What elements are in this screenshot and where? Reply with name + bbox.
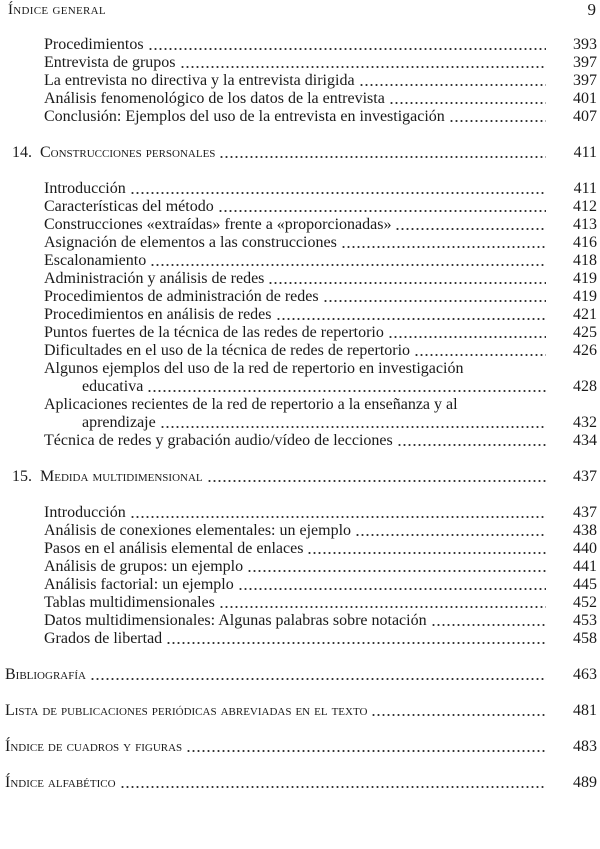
dot-leader — [147, 378, 546, 396]
entry-title: Lista de publicaciones periódicas abreviadas en el texto — [5, 702, 368, 719]
dot-leader — [186, 738, 546, 756]
entry-title: Análisis factorial: un ejemplo — [44, 576, 234, 593]
entry-page: 397 — [573, 72, 597, 89]
entry-page: 437 — [573, 504, 597, 521]
toc-entry — [0, 522, 600, 540]
entry-page: 432 — [573, 414, 597, 431]
toc-entry — [0, 198, 600, 216]
entry-page: 441 — [573, 558, 597, 575]
entry-page: 452 — [573, 594, 597, 611]
dot-leader — [449, 108, 546, 126]
entry-page: 411 — [573, 144, 597, 161]
entry-page: 421 — [573, 306, 597, 323]
toc-entry — [0, 252, 600, 270]
toc-entry — [0, 72, 600, 90]
dot-leader — [219, 144, 546, 162]
dot-leader — [414, 342, 546, 360]
entry-title: Dificultades en el uso de la técnica de redes de repertorio — [44, 342, 411, 359]
entry-title: Procedimientos en análisis de redes — [44, 306, 272, 323]
toc-entry — [0, 216, 600, 234]
dot-leader — [120, 774, 546, 792]
entry-page: 463 — [573, 666, 597, 683]
entry-title: Análisis de grupos: un ejemplo — [44, 558, 244, 575]
entry-page: 437 — [573, 468, 597, 485]
dot-leader — [395, 216, 546, 234]
entry-page: 438 — [573, 522, 597, 539]
toc-entry — [0, 504, 600, 522]
entry-title: Características del método — [44, 198, 214, 215]
entry-page: 434 — [573, 432, 597, 449]
page-number: 9 — [587, 0, 596, 19]
toc-backmatter-entry — [0, 702, 600, 720]
dot-leader — [431, 612, 546, 630]
dot-leader — [238, 576, 546, 594]
toc-entry — [0, 630, 600, 648]
toc-entry — [0, 306, 600, 324]
entry-page: 458 — [573, 630, 597, 647]
entry-page: 445 — [573, 576, 597, 593]
toc-entry — [0, 360, 600, 396]
entry-title: Pasos en el análisis elemental de enlaces — [44, 540, 304, 557]
dot-leader — [355, 522, 546, 540]
dot-leader — [150, 252, 546, 270]
toc-entry — [0, 324, 600, 342]
entry-page: 412 — [573, 198, 597, 215]
toc-entry — [0, 396, 600, 432]
entry-page: 428 — [573, 378, 597, 395]
dot-leader — [160, 414, 546, 432]
toc-entry — [0, 342, 600, 360]
dot-leader — [130, 180, 546, 198]
dot-leader — [397, 432, 546, 450]
entry-page: 483 — [573, 738, 597, 755]
entry-title-continuation: educativa — [82, 378, 144, 395]
toc-chapter-entry — [0, 144, 600, 162]
entry-title: Conclusión: Ejemplos del uso de la entrevista en investigación — [44, 108, 445, 125]
entry-title: Grados de libertad — [44, 630, 163, 647]
entry-page: 481 — [573, 702, 597, 719]
entry-title: Administración y análisis de redes — [44, 270, 265, 287]
entry-title: Entrevista de grupos — [44, 54, 176, 71]
dot-leader — [307, 540, 546, 558]
toc-backmatter-entry — [0, 774, 600, 792]
dot-leader — [148, 36, 546, 54]
entry-continuation — [44, 378, 600, 396]
dot-leader — [207, 468, 546, 486]
entry-title: Aplicaciones recientes de la red de repertorio a la enseñanza y al — [44, 396, 458, 413]
toc-backmatter-entry — [0, 738, 600, 756]
entry-title: Construcciones personales — [40, 144, 216, 161]
entry-title-continuation: aprendizaje — [82, 414, 156, 431]
toc-backmatter-entry — [0, 666, 600, 684]
entry-title: Procedimientos — [44, 36, 144, 53]
toc-entry — [0, 270, 600, 288]
entry-page: 419 — [573, 270, 597, 287]
entry-title-block — [44, 396, 600, 432]
dot-leader — [130, 504, 546, 522]
toc-entry — [0, 540, 600, 558]
dot-leader — [90, 666, 546, 684]
entry-title: Bibliografía — [5, 666, 86, 683]
dot-leader — [218, 198, 546, 216]
entry-page: 411 — [573, 180, 597, 197]
entry-title: Análisis de conexiones elementales: un ejemplo — [44, 522, 352, 539]
entry-title: Tablas multidimensionales — [44, 594, 215, 611]
toc-entry — [0, 36, 600, 54]
entry-title-block — [44, 360, 600, 396]
entry-page: 416 — [573, 234, 597, 251]
entry-page: 425 — [573, 324, 597, 341]
entry-title: Datos multidimensionales: Algunas palabras sobre notación — [44, 612, 427, 629]
entry-page: 401 — [573, 90, 597, 107]
entry-title: Introducción — [44, 504, 126, 521]
entry-title: La entrevista no directiva y la entrevista dirigida — [44, 72, 355, 89]
toc-entry — [0, 54, 600, 72]
table-of-contents — [0, 36, 600, 792]
dot-leader — [389, 90, 546, 108]
dot-leader — [247, 558, 546, 576]
entry-page: 418 — [573, 252, 597, 269]
running-header — [8, 1, 596, 19]
entry-page: 413 — [573, 216, 597, 233]
toc-entry — [0, 612, 600, 630]
entry-title: Asignación de elementos a las construcciones — [44, 234, 337, 251]
entry-page: 453 — [573, 612, 597, 629]
entry-page: 440 — [573, 540, 597, 557]
dot-leader — [359, 72, 546, 90]
entry-title: Algunos ejemplos del uso de la red de repertorio en investigación — [44, 360, 464, 377]
entry-continuation — [44, 414, 600, 432]
toc-entry — [0, 288, 600, 306]
dot-leader — [341, 234, 546, 252]
entry-title: Medida multidimensional — [40, 468, 203, 485]
entry-title: Índice alfabético — [5, 774, 116, 791]
dot-leader — [166, 630, 546, 648]
entry-title: Índice de cuadros y figuras — [5, 738, 183, 755]
toc-entry — [0, 108, 600, 126]
entry-title: Procedimientos de administración de redes — [44, 288, 319, 305]
chapter-number: 15. — [12, 468, 32, 485]
toc-entry — [0, 558, 600, 576]
toc-entry — [0, 432, 600, 450]
entry-page: 489 — [573, 774, 597, 791]
entry-title: Técnica de redes y grabación audio/vídeo de lecciones — [44, 432, 393, 449]
entry-page: 407 — [573, 108, 597, 125]
dot-leader — [180, 54, 546, 72]
dot-leader — [323, 288, 546, 306]
toc-chapter-entry — [0, 468, 600, 486]
toc-entry — [0, 90, 600, 108]
dot-leader — [268, 270, 546, 288]
entry-title: Análisis fenomenológico de los datos de la entrevista — [44, 90, 385, 107]
dot-leader — [276, 306, 547, 324]
entry-page: 397 — [573, 54, 597, 71]
entry-page: 426 — [573, 342, 597, 359]
dot-leader — [219, 594, 546, 612]
toc-entry — [0, 180, 600, 198]
entry-title: Construcciones «extraídas» frente a «proporcionadas» — [44, 216, 392, 233]
entry-title: Escalonamiento — [44, 252, 147, 269]
entry-page: 419 — [573, 288, 597, 305]
toc-entry — [0, 234, 600, 252]
entry-title: Puntos fuertes de la técnica de las redes de repertorio — [44, 324, 384, 341]
dot-leader — [371, 702, 546, 720]
running-header-title: Índice general — [8, 2, 106, 18]
entry-title: Introducción — [44, 180, 126, 197]
toc-entry — [0, 576, 600, 594]
dot-leader — [388, 324, 546, 342]
entry-page: 393 — [573, 36, 597, 53]
toc-entry — [0, 594, 600, 612]
chapter-number: 14. — [12, 144, 32, 161]
